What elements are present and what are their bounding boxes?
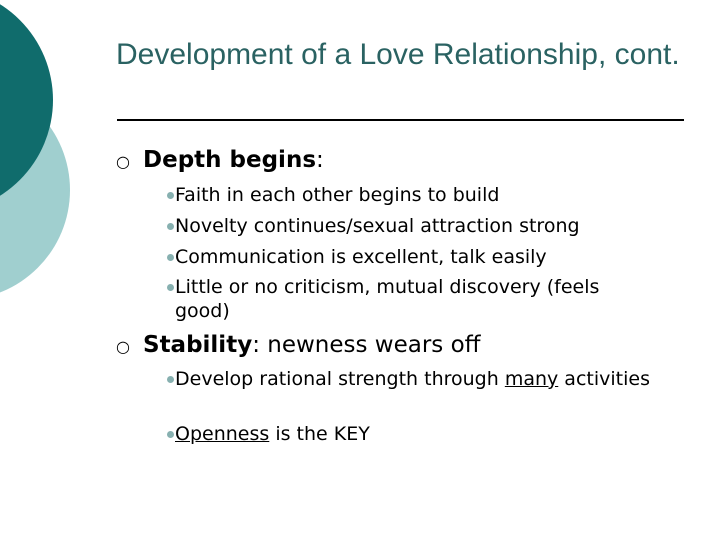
list-item-text — [175, 422, 655, 446]
bullet-dot-icon — [167, 192, 174, 199]
hollow-circle-bullet-icon: ○ — [116, 152, 130, 171]
text-run: Develop rational strength through — [175, 368, 505, 390]
decorative-circles — [0, 0, 90, 300]
text-run: is the KEY — [269, 423, 370, 445]
section-heading-stability — [143, 331, 481, 359]
bullet-dot-icon — [167, 284, 174, 291]
heading-bold: Stability — [143, 332, 253, 358]
bullet-dot-icon — [167, 431, 174, 438]
text-run: activities — [558, 368, 650, 390]
bullet-dot-icon — [167, 254, 174, 261]
title-divider — [117, 119, 684, 121]
bullet-dot-icon — [167, 376, 174, 383]
slide-title: Development of a Love Relationship, cont. — [116, 38, 680, 71]
list-item-text — [175, 367, 655, 391]
heading-bold: Depth begins — [143, 147, 317, 173]
hollow-circle-bullet-icon: ○ — [116, 337, 130, 356]
underlined-text: many — [504, 368, 559, 390]
list-item-text: Little or no criticism, mutual discovery (feels good) — [175, 276, 600, 322]
bullet-dot-icon — [167, 223, 174, 230]
section-heading-depth — [143, 146, 324, 174]
heading-suffix: : newness wears off — [252, 332, 481, 358]
heading-suffix: : — [316, 147, 324, 173]
list-item-text: Communication is excellent, talk easily — [175, 246, 547, 268]
list-item-text: Novelty continues/sexual attraction strong — [175, 215, 580, 237]
list-item-text: Faith in each other begins to build — [175, 184, 500, 206]
underlined-text: Openness — [175, 423, 270, 445]
